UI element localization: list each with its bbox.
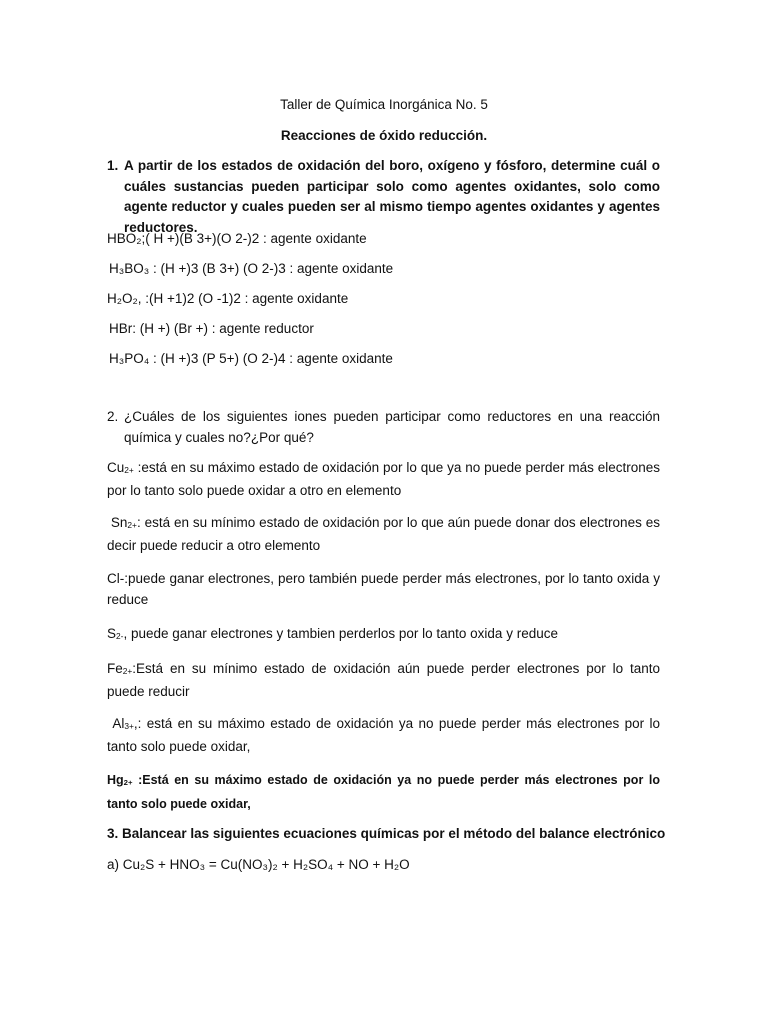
- ion-symbol: Al: [112, 716, 125, 731]
- question-text: A partir de los estados de oxidación del boro, oxígeno y fósforo, determine cuál o cuáles sustancias pueden participar solo como agentes oxidantes, solo como agente reductor y cuales pueden ser al mismo tiempo agentes oxidantes y agentes reductores.: [124, 158, 660, 235]
- question-text: Balancear las siguientes ecuaciones químicas por el método del balance electrónico: [122, 826, 666, 841]
- ion-answer: [107, 624, 558, 646]
- answer-text: : (H +)3 (P 5+) (O 2-)4 : agente oxidante: [149, 351, 393, 366]
- question-3: [107, 824, 665, 844]
- ion-answer: [107, 714, 660, 757]
- ion-charge: 3+: [124, 721, 134, 731]
- answer-line: [107, 229, 367, 249]
- document-title: Taller de Química Inorgánica No. 5: [280, 97, 488, 112]
- ion-explanation: : está en su mínimo estado de oxidación por lo que aún puede donar dos electrones es decir puede reducir a otro elemento: [107, 515, 660, 553]
- ion-explanation: , puede ganar electrones y tambien perderlos por lo tanto oxida y reduce: [123, 626, 558, 641]
- ion-answer: [107, 770, 660, 814]
- answer-line: [107, 289, 348, 309]
- ion-symbol: Hg: [107, 773, 124, 787]
- answer-line: [109, 319, 314, 339]
- answer-formula: H₃PO₄: [109, 351, 150, 366]
- question-number: 2.: [107, 409, 119, 424]
- ion-charge: 2-: [116, 631, 124, 641]
- document-subtitle: Reacciones de óxido reducción.: [280, 128, 488, 143]
- ion-explanation: :puede ganar electrones, pero también puede perder más electrones, por lo tanto oxida y reduce: [107, 571, 660, 607]
- ion-answer: [107, 458, 660, 501]
- answer-formula: H₃BO₃: [109, 261, 150, 276]
- ion-charge: 2+: [122, 666, 133, 676]
- question-1: [107, 156, 660, 238]
- question-2: [107, 407, 660, 448]
- question-number: 3.: [107, 826, 119, 841]
- ion-charge: 2+: [123, 778, 133, 787]
- ion-explanation: :está en su máximo estado de oxidación por lo que ya no puede perder más electrones por lo tanto solo puede oxidar a otro en elemento: [107, 460, 660, 498]
- answer-formula: HBO₂: [107, 231, 142, 246]
- ion-explanation: ,: está en su máximo estado de oxidación ya no puede perder más electrones por lo tanto solo puede oxidar,: [107, 716, 660, 754]
- ion-symbol: S: [107, 626, 117, 641]
- answer-line: [109, 259, 393, 279]
- answer-line: [109, 349, 393, 369]
- ion-explanation: :Está en su mínimo estado de oxidación aún puede perder electrones por lo tanto puede reducir: [107, 661, 660, 699]
- question-number: 1.: [107, 158, 119, 173]
- chemical-equation: a) Cu₂S + HNO₃ = Cu(NO₃)₂ + H₂SO₄ + NO + H₂O: [107, 857, 410, 872]
- answer-formula: H₂O₂: [107, 291, 138, 306]
- answer-text: ;( H +)(B 3+)(O 2-)2 : agente oxidante: [141, 231, 367, 246]
- answer-formula: HBr: [109, 321, 133, 336]
- ion-symbol: Cu: [107, 460, 125, 475]
- ion-charge: 2+: [124, 465, 134, 475]
- question-text: ¿Cuáles de los siguientes iones pueden participar como reductores en una reacción química y cuales no?¿Por qué?: [124, 409, 660, 445]
- answer-text: , :(H +1)2 (O -1)2 : agente oxidante: [137, 291, 349, 306]
- ion-symbol: Sn: [110, 515, 128, 530]
- ion-symbol: Fe: [107, 661, 123, 676]
- ion-symbol: Cl-: [107, 571, 125, 586]
- ion-charge: 2+: [127, 520, 137, 530]
- ion-answer: [107, 569, 660, 610]
- ion-answer: [107, 659, 660, 702]
- answer-text: : (H +) (Br +) : agente reductor: [132, 321, 314, 336]
- ion-explanation: :Está en su máximo estado de oxidación ya no puede perder más electrones por lo tanto solo puede oxidar,: [107, 773, 660, 811]
- answer-text: : (H +)3 (B 3+) (O 2-)3 : agente oxidante: [149, 261, 394, 276]
- ion-answer: [107, 513, 660, 556]
